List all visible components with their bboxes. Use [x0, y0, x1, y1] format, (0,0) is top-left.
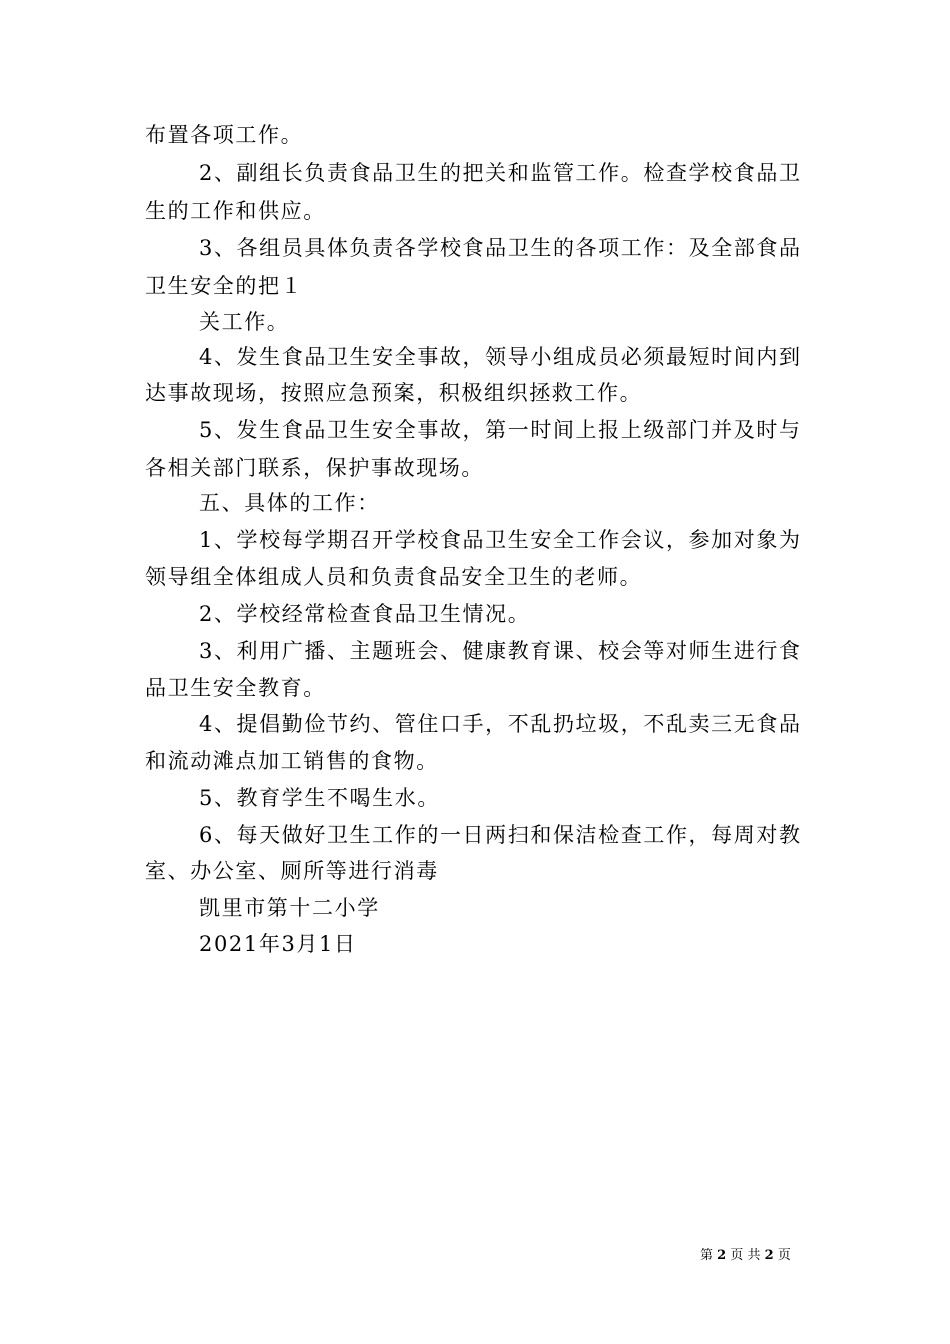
text-line: 关工作。	[199, 310, 290, 334]
text-line: 5、发生食品卫生安全事故，第一时间上报上级部门并及时与	[199, 418, 802, 442]
page-number-footer	[700, 1248, 791, 1264]
signature-organization: 凯里市第十二小学	[199, 896, 380, 920]
text-line: 2、学校经常检查食品卫生情况。	[199, 602, 531, 626]
footer-suffix: 页	[777, 1248, 791, 1263]
text-line: 1、学校每学期召开学校食品卫生安全工作会议，参加对象为	[199, 528, 802, 552]
total-pages-number: 2	[764, 1248, 774, 1263]
section-heading: 五、具体的工作：	[199, 491, 380, 515]
text-line: 室、办公室、厕所等进行消毒	[145, 859, 439, 883]
text-line: 4、提倡勤俭节约、管住口手，不乱扔垃圾，不乱卖三无食品	[199, 712, 802, 736]
text-line: 品卫生安全教育。	[145, 676, 326, 700]
text-line: 达事故现场，按照应急预案，积极组织拯救工作。	[145, 381, 643, 405]
current-page-number: 2	[717, 1248, 727, 1263]
footer-middle: 页 共	[730, 1248, 761, 1263]
text-line: 卫生安全的把１	[145, 274, 304, 298]
text-line: 2、副组长负责食品卫生的把关和监管工作。检查学校食品卫	[199, 161, 802, 185]
text-line: 和流动滩点加工销售的食物。	[145, 749, 439, 773]
text-line: 领导组全体组成人员和负责食品安全卫生的老师。	[145, 565, 643, 589]
text-line: 3、各组员具体负责各学校食品卫生的各项工作：及全部食品	[199, 236, 802, 260]
text-line: 布置各项工作。	[145, 123, 304, 147]
signature-date: 2021年3月1日	[199, 932, 357, 956]
text-line: 生的工作和供应。	[145, 199, 326, 223]
text-line: 6、每天做好卫生工作的一日两扫和保洁检查工作，每周对教	[199, 823, 802, 847]
footer-prefix: 第	[700, 1248, 714, 1263]
text-line: 4、发生食品卫生安全事故，领导小组成员必须最短时间内到	[199, 345, 802, 369]
text-line: 5、教育学生不喝生水。	[199, 786, 440, 810]
text-line: 3、利用广播、主题班会、健康教育课、校会等对师生进行食	[199, 639, 802, 663]
text-line: 各相关部门联系，保护事故现场。	[145, 456, 484, 480]
